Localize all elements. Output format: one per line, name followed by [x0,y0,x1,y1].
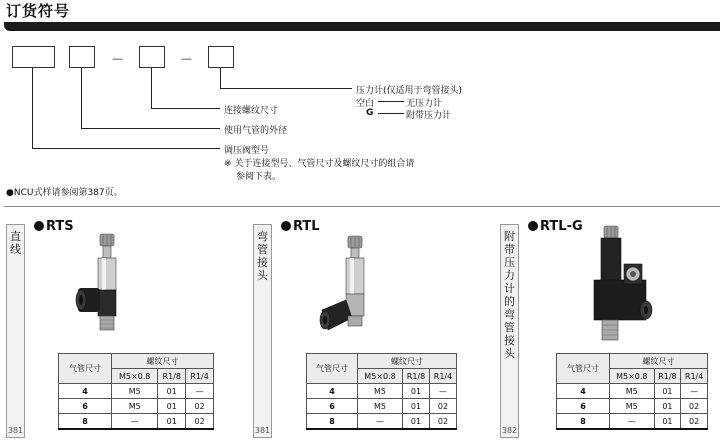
sub-header: R1/4 [430,369,457,384]
cell: 4 [59,384,112,399]
cell: 01 [158,414,186,430]
leader-line [151,108,220,109]
combination-note: ※ 关于连接型号、气管尺寸及螺纹尺寸的组合请 [224,159,415,169]
table-row [59,414,214,430]
cell: 01 [654,399,681,414]
leader-line [81,67,82,128]
section-title-rts [34,219,74,234]
table-row [307,414,457,430]
cell: 01 [654,414,681,430]
sub-header: R1/8 [654,369,681,384]
leader-line [220,88,352,89]
bullet-icon [528,221,538,231]
tube-od-label: 使用气管的外径 [224,126,288,136]
sub-header: R1/8 [403,369,430,384]
cell: 02 [681,414,708,430]
cell: 02 [681,399,708,414]
col-header: 螺纹尺寸 [610,354,708,369]
cell: 6 [307,399,358,414]
cell: — [610,414,655,430]
spec-table-rts [58,353,214,430]
side-tab-label: 附带压力计的弯管接头 [504,230,515,360]
blank-code: 空白 [356,99,375,109]
section-title-rtlg [528,219,583,234]
ncu-note: ●NCU式样请参阅第387页。 [6,188,123,198]
cell: 01 [403,384,430,399]
table-row [307,384,457,399]
leader-line [151,67,152,108]
section-name: RTS [46,219,74,234]
code-dash: — [181,52,192,65]
sub-header: M5×0.8 [610,369,655,384]
spec-table-rtlg [556,353,708,430]
table-row [557,384,708,399]
regulator-model-label: 调压阀型号 [224,146,270,156]
cell: — [112,414,158,430]
model-code-box [12,46,55,68]
cell: 02 [186,414,214,430]
cell: 01 [654,384,681,399]
legend-dash-line [378,101,404,102]
page-number: 381 [254,426,271,435]
cell: 01 [158,384,186,399]
table-row [557,399,708,414]
cell: 01 [158,399,186,414]
page-title: 订货符号 [6,2,71,20]
side-tab-label: 直线 [10,230,21,256]
cell: M5 [358,399,403,414]
rtl-product-image [318,234,388,346]
tube-size-code-box [69,46,95,68]
section-divider [4,206,720,207]
gauge-code-box [208,46,234,68]
leader-line [32,148,220,149]
section-title-rtl [281,219,320,234]
cell: 4 [307,384,358,399]
cell: 01 [403,399,430,414]
thread-size-code-box [139,46,165,68]
gauge-option-title: 压力计(仅适用于弯管接头) [356,86,463,96]
section-name: RTL-G [540,219,583,234]
col-header: 螺纹尺寸 [112,354,214,369]
cell: — [358,414,403,430]
cell: 01 [403,414,430,430]
leader-line [81,128,220,129]
sub-header: M5×0.8 [112,369,158,384]
cell: M5 [358,384,403,399]
spec-table-rtl [306,353,457,430]
side-tab-elbow [253,224,272,438]
g-desc: 附带压力计 [406,111,452,121]
col-header: 气管尺寸 [557,354,610,384]
cell: 8 [307,414,358,430]
cell: M5 [610,384,655,399]
cell: M5 [112,399,158,414]
rts-product-image [72,232,142,344]
side-tab-elbow-gauge [500,224,519,438]
page-number: 382 [501,426,518,435]
table-row [59,399,214,414]
cell: — [681,384,708,399]
section-name: RTL [293,219,320,234]
page-number: 381 [7,426,24,435]
cell: 02 [430,414,457,430]
sub-header: R1/4 [186,369,214,384]
cell: — [430,384,457,399]
col-header: 气管尺寸 [307,354,358,384]
table-row [307,399,457,414]
cell: M5 [112,384,158,399]
col-header: 螺纹尺寸 [358,354,457,369]
g-code: G [366,108,374,118]
cell: 6 [557,399,610,414]
sub-header: M5×0.8 [358,369,403,384]
rtlg-product-image [576,224,658,348]
cell: 8 [557,414,610,430]
leader-line [32,67,33,148]
side-tab-straight [6,224,25,438]
code-dash: — [112,52,123,65]
col-header: 气管尺寸 [59,354,112,384]
thread-size-label: 连接螺纹尺寸 [224,106,279,116]
title-underline-bar [4,22,720,31]
cell: — [186,384,214,399]
sub-header: R1/8 [158,369,186,384]
cell: M5 [610,399,655,414]
table-row [59,384,214,399]
cell: 02 [430,399,457,414]
sub-header: R1/4 [681,369,708,384]
legend-dash-line [378,113,404,114]
cell: 02 [186,399,214,414]
leader-line [220,67,221,88]
combination-note-cont: 参阅下表。 [236,172,282,182]
side-tab-label: 弯管接头 [257,230,268,282]
cell: 8 [59,414,112,430]
bullet-icon [34,221,44,231]
cell: 4 [557,384,610,399]
bullet-icon [281,221,291,231]
blank-desc: 无压力计 [406,99,443,109]
cell: 6 [59,399,112,414]
table-row [557,414,708,430]
